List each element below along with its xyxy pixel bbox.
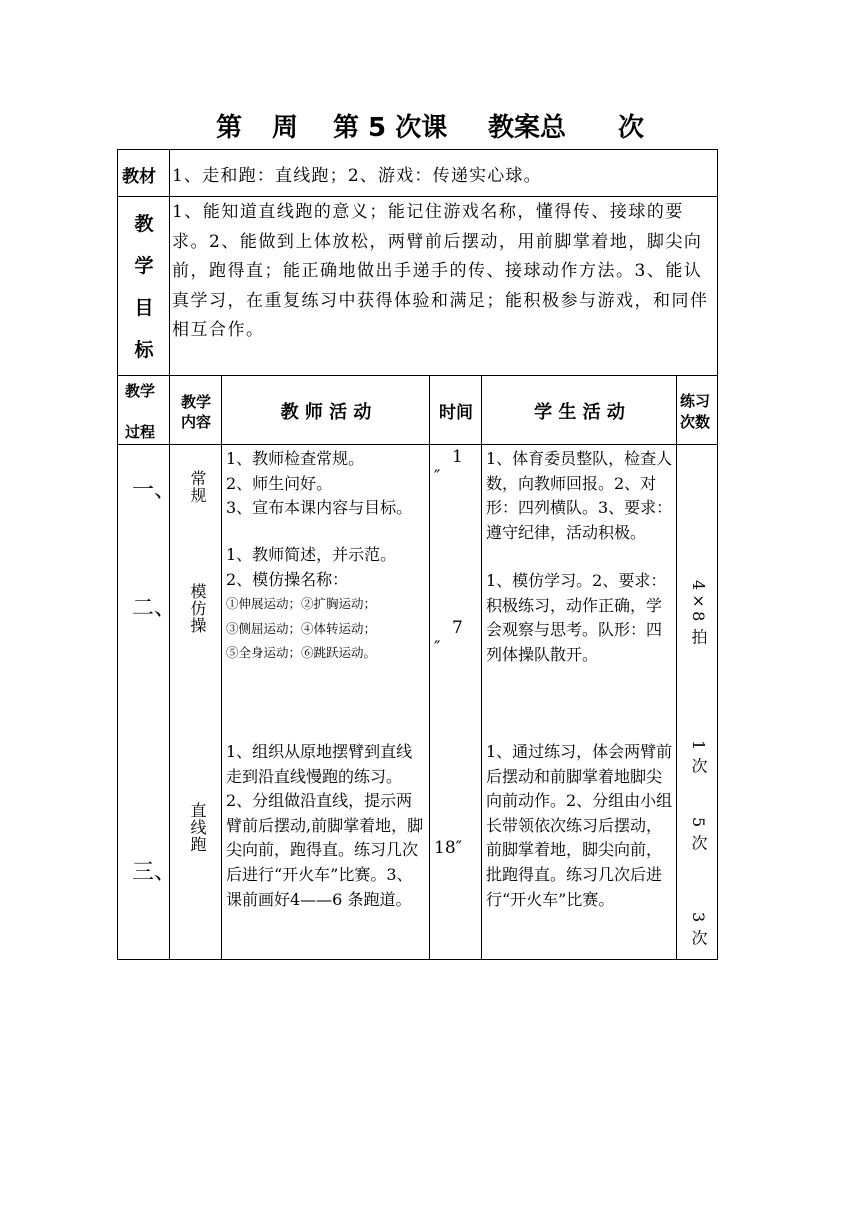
header-process-cell	[118, 376, 170, 445]
count-run-2: 5 次	[689, 817, 708, 852]
teacher-imitate-line: 1、教师简述，并示范。	[226, 545, 397, 564]
content-run: 直线跑	[188, 802, 207, 853]
material-label-cell	[118, 150, 170, 197]
count-run-3: 3 次	[689, 912, 708, 947]
material-text: 1、走和跑：直线跑；2、游戏：传递实心球。	[172, 166, 542, 186]
count-run-1: 1 次	[689, 740, 708, 775]
count-imitate: 4×8 拍	[689, 580, 708, 646]
title-week: 周	[272, 113, 299, 143]
teacher-activity-cell	[222, 445, 430, 960]
student-routine: 1、体育委员整队，检查人数，向教师回报。2、对形：四列横队。3、要求：遵守纪律，活动积极。	[486, 449, 673, 542]
content-routine: 常规	[188, 470, 207, 504]
header-student-cell	[482, 376, 677, 445]
header-count-a: 练习	[680, 392, 711, 410]
header-teacher-cell	[222, 376, 430, 445]
time-cell	[430, 445, 482, 960]
time-routine-num: 1	[452, 447, 463, 467]
goals-label-char: 标	[134, 339, 154, 361]
step-three: 三、	[132, 860, 177, 885]
teacher-imitate	[226, 543, 428, 666]
title-lesson: 第 5 次课	[333, 113, 448, 143]
student-run: 1、通过练习，体会两臂前后摆动和前脚掌着地脚尖向前动作。2、分组由小组长带领依次练习后摆动，前脚掌着地，脚尖向前，批跑得直。练习几次后进行“开火车”比赛。	[486, 742, 673, 909]
step-two: 二、	[132, 596, 177, 621]
goals-label-char: 教	[134, 213, 154, 235]
time-imitate-num: 7	[452, 618, 463, 638]
teacher-imitate-item: ③侧屈运动；④体转运动；	[226, 620, 377, 636]
header-count-cell	[677, 376, 718, 445]
header-time: 时间	[439, 403, 473, 423]
material-label: 教材	[122, 167, 156, 187]
title-count: 次	[618, 113, 645, 143]
time-run: 18″	[434, 838, 462, 858]
steps-cell	[118, 445, 177, 960]
teacher-imitate-item: ①伸展运动；②扩胸运动；	[226, 596, 377, 612]
goals-label-char: 学	[134, 255, 154, 277]
content-imitate: 模仿操	[188, 583, 207, 634]
teacher-routine-line: 2、师生问好。	[226, 473, 333, 493]
header-process-a: 教学	[125, 382, 156, 400]
teacher-run: 1、组织从原地摆臂到直线走到沿直线慢跑的练习。2、分组做沿直线，提示两臂前后摆动,前脚掌着地，脚尖向前，跑得直。练习几次后进行“开火车”比赛。3、课前画好4——6 条跑道。	[226, 742, 424, 909]
teacher-imitate-item: ⑤全身运动；⑥跳跃运动。	[226, 645, 377, 661]
goals-text-cell	[170, 197, 718, 376]
header-content-b: 内容	[181, 413, 212, 431]
header-time-cell	[430, 376, 482, 445]
material-text-cell	[170, 150, 718, 197]
time-routine-unit: ″	[434, 467, 441, 487]
header-student: 学 生 活 动	[534, 402, 625, 423]
teacher-routine	[226, 447, 428, 521]
time-imitate-unit: ″	[434, 638, 441, 658]
header-count-b: 次数	[680, 413, 711, 431]
header-process-b: 过程	[125, 423, 156, 441]
page-title	[0, 108, 860, 148]
goals-text: 1、能知道直线跑的意义；能记住游戏名称，懂得传、接球的要求。2、能做到上体放松，两臂前后摆动，用前脚掌着地，脚尖向前，跑得直；能正确地做出手递手的传、接球动作方法。3、能认真学习，在重复练习中获得体验和满足；能积极参与游戏，和同伴相互合作。	[172, 202, 709, 341]
title-total: 教案总	[488, 113, 567, 143]
goals-label	[118, 203, 170, 371]
content-cell	[170, 445, 222, 960]
student-activity-cell	[482, 445, 677, 960]
teacher-routine-line: 1、教师检查常规。	[226, 449, 365, 468]
step-one: 一、	[132, 478, 177, 503]
title-week-prefix: 第	[216, 113, 243, 143]
student-imitate: 1、模仿学习。2、要求：积极练习，动作正确，学会观察与思考。队形：四列体操队散开。	[486, 571, 667, 664]
goals-label-cell	[118, 197, 170, 376]
header-content-a: 教学	[181, 393, 212, 411]
lesson-plan-table	[117, 149, 718, 960]
goals-label-char: 目	[134, 297, 154, 319]
teacher-routine-line: 3、宣布本课内容与目标。	[226, 498, 413, 518]
teacher-imitate-line: 2、模仿操名称：	[226, 569, 349, 589]
count-cell	[677, 445, 718, 960]
header-teacher: 教 师 活 动	[280, 402, 372, 423]
header-content-cell	[170, 376, 222, 445]
